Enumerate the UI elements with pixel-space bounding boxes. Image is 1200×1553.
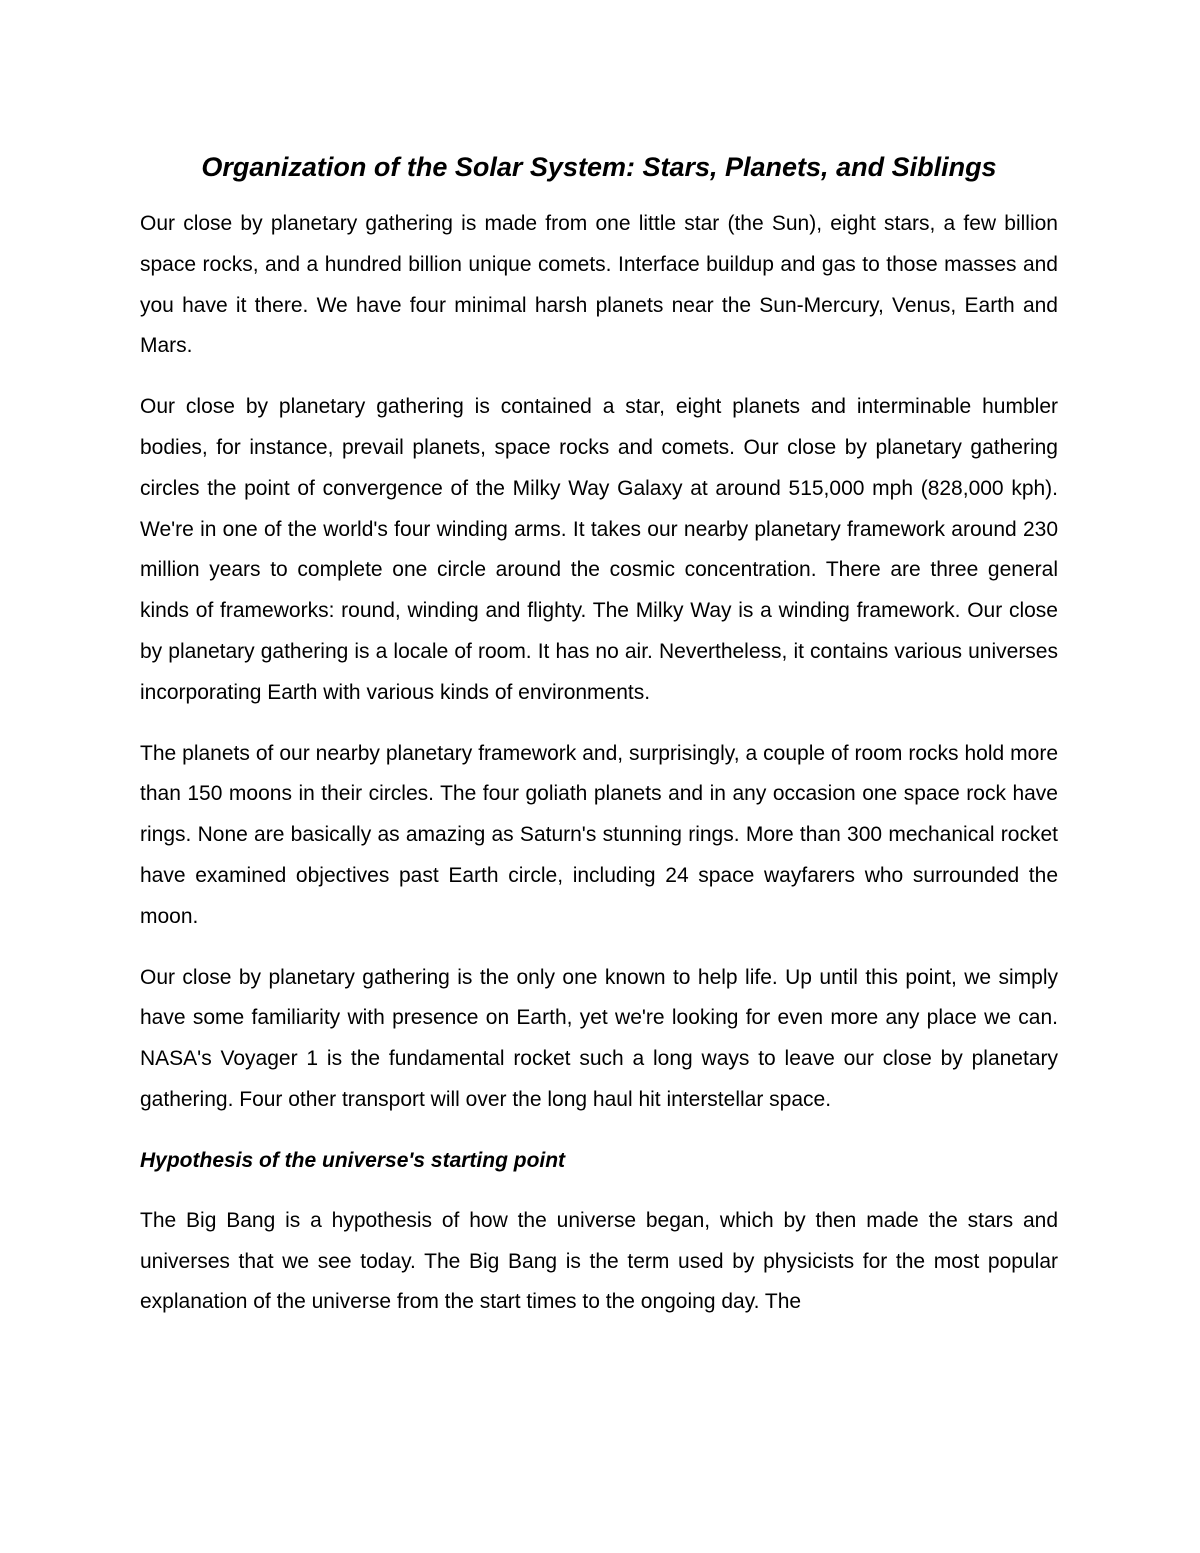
paragraph-2: Our close by planetary gathering is contained a star, eight planets and interminable humbler bodies, for instance, prevail planets, space rocks and comets. Our close by planetary gathering circles the point of convergence of the Milky Way Galaxy at around 515,000 mph (828,000 kph). We're in one of the world's four winding arms. It takes our nearby planetary framework around 230 million years to complete one circle around the cosmic concentration. There are three general kinds of frameworks: round, winding and flighty. The Milky Way is a winding framework. Our close by planetary gathering is a locale of room. It has no air. Nevertheless, it contains various universes incorporating Earth with various kinds of environments.: [140, 395, 1058, 704]
document-title: Organization of the Solar System: Stars, Planets, and Siblings: [201, 152, 997, 182]
paragraph-5: The Big Bang is a hypothesis of how the universe began, which by then made the stars and universes that we see today. The Big Bang is the term used by physicists for the most popular explanation of the universe from the start times to the ongoing day. The: [140, 1208, 1058, 1314]
paragraph-1: Our close by planetary gathering is made from one little star (the Sun), eight stars, a few billion space rocks, and a hundred billion unique comets. Interface buildup and gas to those masses and you have it there. We have four minimal harsh planets near the Sun-Mercury, Venus, Earth and Mars.: [140, 212, 1058, 358]
section-heading: Hypothesis of the universe's starting point: [140, 1148, 566, 1172]
paragraph-3: The planets of our nearby planetary framework and, surprisingly, a couple of room rocks hold more than 150 moons in their circles. The four goliath planets and in any occasion one space rock have rings. None are basically as amazing as Saturn's stunning rings. More than 300 mechanical rocket have examined objectives past Earth circle, including 24 space wayfarers who surrounded the moon.: [140, 741, 1058, 928]
paragraph-4: Our close by planetary gathering is the only one known to help life. Up until this point, we simply have some familiarity with presence on Earth, yet we're looking for even more any place we can. NASA's Voyager 1 is the fundamental rocket such a long ways to leave our close by planetary gathering. Four other transport will over the long haul hit interstellar space.: [140, 965, 1058, 1111]
document-page: [140, 138, 1058, 1343]
